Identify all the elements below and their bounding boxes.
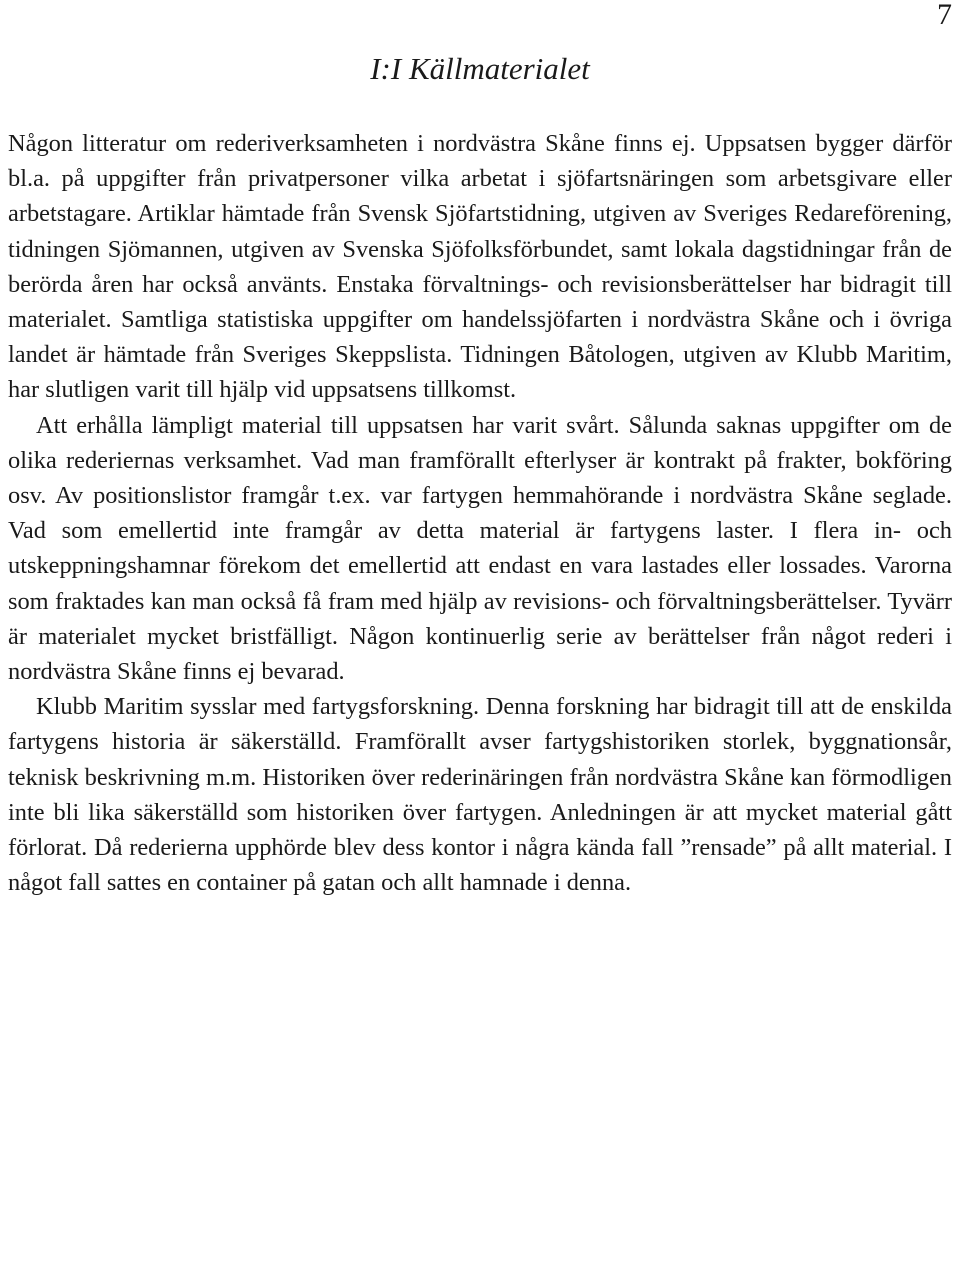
body-text <box>8 126 952 900</box>
paragraph-material-difficulty: Att erhålla lämpligt material till uppsatsen har varit svårt. Sålunda saknas uppgifter om de olika rederiernas verksamhet. Vad man framförallt efterlyser är kontrakt på frakter, bokföring osv. Av positionslistor framgår t.ex. var fartygen hemmahörande i nordvästra Skåne seglade. Vad som emellertid inte framgår av detta material är fartygens laster. I flera in- och utskeppningshamnar förekom det emellertid att endast en vara lastades eller lossades. Varorna som fraktades kan man också få fram med hjälp av revisions- och förvaltningsberättelser. Tyvärr är materialet mycket bristfälligt. Någon kontinuerlig serie av berättelser från något rederi i nordvästra Skåne finns ej bevarad. <box>8 411 952 686</box>
paragraph-klubb-maritim: Klubb Maritim sysslar med fartygsforskning. Denna forskning har bidragit till att de enskilda fartygens historia är säkerställd. Framförallt avser fartygshistoriken storlek, byggnationsår, teknisk beskrivning m.m. Historiken över rederinäringen från nordvästra Skåne kan förmodligen inte bli lika säkerställd som historiken över fartygen. Anledningen är att mycket material gått förlorat. Då rederierna upphörde blev dess kontor i några kända fall ”rensade” på allt material. I något fall sattes en container på gatan och allt hamnade i denna. <box>8 693 952 897</box>
paragraph-sources: Någon litteratur om rederiverksamheten i nordvästra Skåne finns ej. Uppsatsen bygger därför bl.a. på uppgifter från privatpersoner vilka arbetat i sjöfartsnäringen som arbetsgivare eller arbetstagare. Artiklar hämtade från Svensk Sjöfartstidning, utgiven av Sveriges Redareförening, tidningen Sjömannen, utgiven av Svenska Sjöfolksförbundet, samt lokala dagstidningar från de berörda åren har också använts. Enstaka förvaltnings- och revisionsberättelser har bidragit till materialet. Samtliga statistiska uppgifter om handelssjöfarten i nordvästra Skåne och i övriga landet är hämtade från Sveriges Skeppslista. Tidningen Båtologen, utgiven av Klubb Maritim, har slutligen varit till hjälp vid uppsatsens tillkomst. <box>8 130 952 404</box>
section-heading: I:I Källmaterialet <box>370 51 590 86</box>
page-number: 7 <box>937 0 952 31</box>
